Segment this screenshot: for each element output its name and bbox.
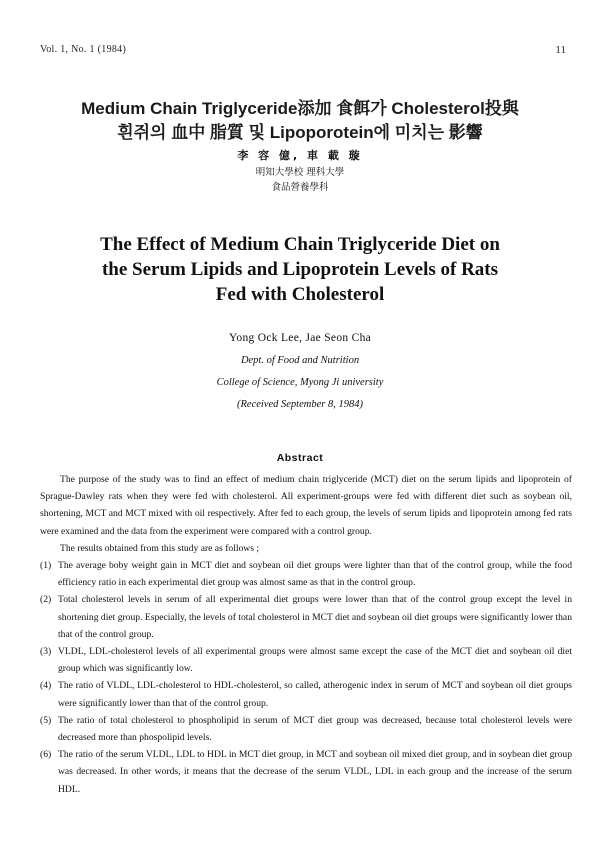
result-item: [40, 677, 572, 711]
english-college: College of Science, Myong Ji university: [216, 377, 384, 388]
korean-authors: 李 容 億, 車 載 璇: [237, 149, 363, 162]
english-title-line-2: the Serum Lipids and Lipoprotein Levels of Rats: [101, 259, 499, 280]
received-date: (Received September 8, 1984): [237, 399, 363, 410]
korean-affiliation-university: 明知大學校 理科大學: [255, 167, 345, 178]
english-authors: Yong Ock Lee, Jae Seon Cha: [228, 332, 372, 344]
result-number: (5): [40, 714, 52, 726]
result-text: The ratio of the serum VLDL, LDL to HDL in MCT diet group, in MCT and soybean oil mixed diet group, and in soybean diet group was decreased. In other words, it means that the decrease of the serum VLDL, LDL in each group and the increase of the serum HDL.: [58, 749, 572, 795]
english-title: [0, 232, 600, 307]
english-department: Dept. of Food and Nutrition: [240, 355, 360, 366]
korean-affiliation-department: 食品營養學科: [271, 182, 329, 193]
result-item: [40, 643, 572, 677]
english-title-line-3: Fed with Cholesterol: [215, 284, 385, 305]
abstract-paragraph: The purpose of the study was to find an effect of medium chain triglyceride (MCT) diet on the serum lipids and lipoprotein of Sprague-Dawley rats when they were fed with cholesterol. All experiment-groups were fed with different diet such as soybean oil, shortening, MCT and MCT mixed with oil respectively. After fed to each group, the levels of serum lipids and lipoprotein among fed rats were examined and the data from the experiment were compared with a control group.: [40, 474, 572, 537]
result-text: The ratio of VLDL, LDL-cholesterol to HDL-cholesterol, so called, atherogenic index in serum of MCT and soybean oil diet groups were significantly lower than that of the control group.: [58, 680, 572, 709]
results-intro: The results obtained from this study are as follows ;: [60, 542, 260, 554]
volume-info: Vol. 1, No. 1 (1984): [40, 44, 127, 55]
page-number: 11: [555, 44, 566, 56]
abstract-body: [40, 471, 572, 798]
result-item: [40, 557, 572, 591]
english-title-line-1: The Effect of Medium Chain Triglyceride Diet on: [100, 234, 500, 255]
result-item: [40, 591, 572, 643]
korean-title-line-1: Medium Chain Triglyceride添加 食餌가 Cholesterol投與: [81, 99, 519, 118]
result-item: [40, 712, 572, 746]
result-number: (4): [40, 680, 52, 692]
korean-title-line-2: 흰쥐의 血中 脂質 및 Lipoporotein에 미치는 影響: [117, 123, 483, 142]
result-number: (1): [40, 560, 52, 572]
result-number: (2): [40, 594, 52, 606]
result-text: The ratio of total cholesterol to phospholipid in serum of MCT diet group was decreased, because total cholesterol levels were decreased more than phospolipid levels.: [58, 714, 572, 744]
abstract-heading: Abstract: [276, 452, 324, 464]
result-item: [40, 746, 572, 798]
result-text: VLDL, LDL-cholesterol levels of all experimental groups were almost same except the case of the MCT diet and soybean oil diet group which was significantly low.: [58, 646, 572, 675]
result-text: The average boby weight gain in MCT diet and soybean oil diet groups were lighter than that of the control group, while the food efficiency ratio in each experimental diet group was almost same as that in the control group.: [58, 560, 572, 589]
result-text: Total cholesterol levels in serum of all experimental diet groups were lower than that of the control group except the level in shortening diet group. Especially, the levels of total cholesterol in MCT diet and soybean oil diet groups were significantly lower than that of the control group.: [58, 594, 572, 640]
result-number: (6): [40, 749, 52, 761]
result-number: (3): [40, 646, 52, 658]
